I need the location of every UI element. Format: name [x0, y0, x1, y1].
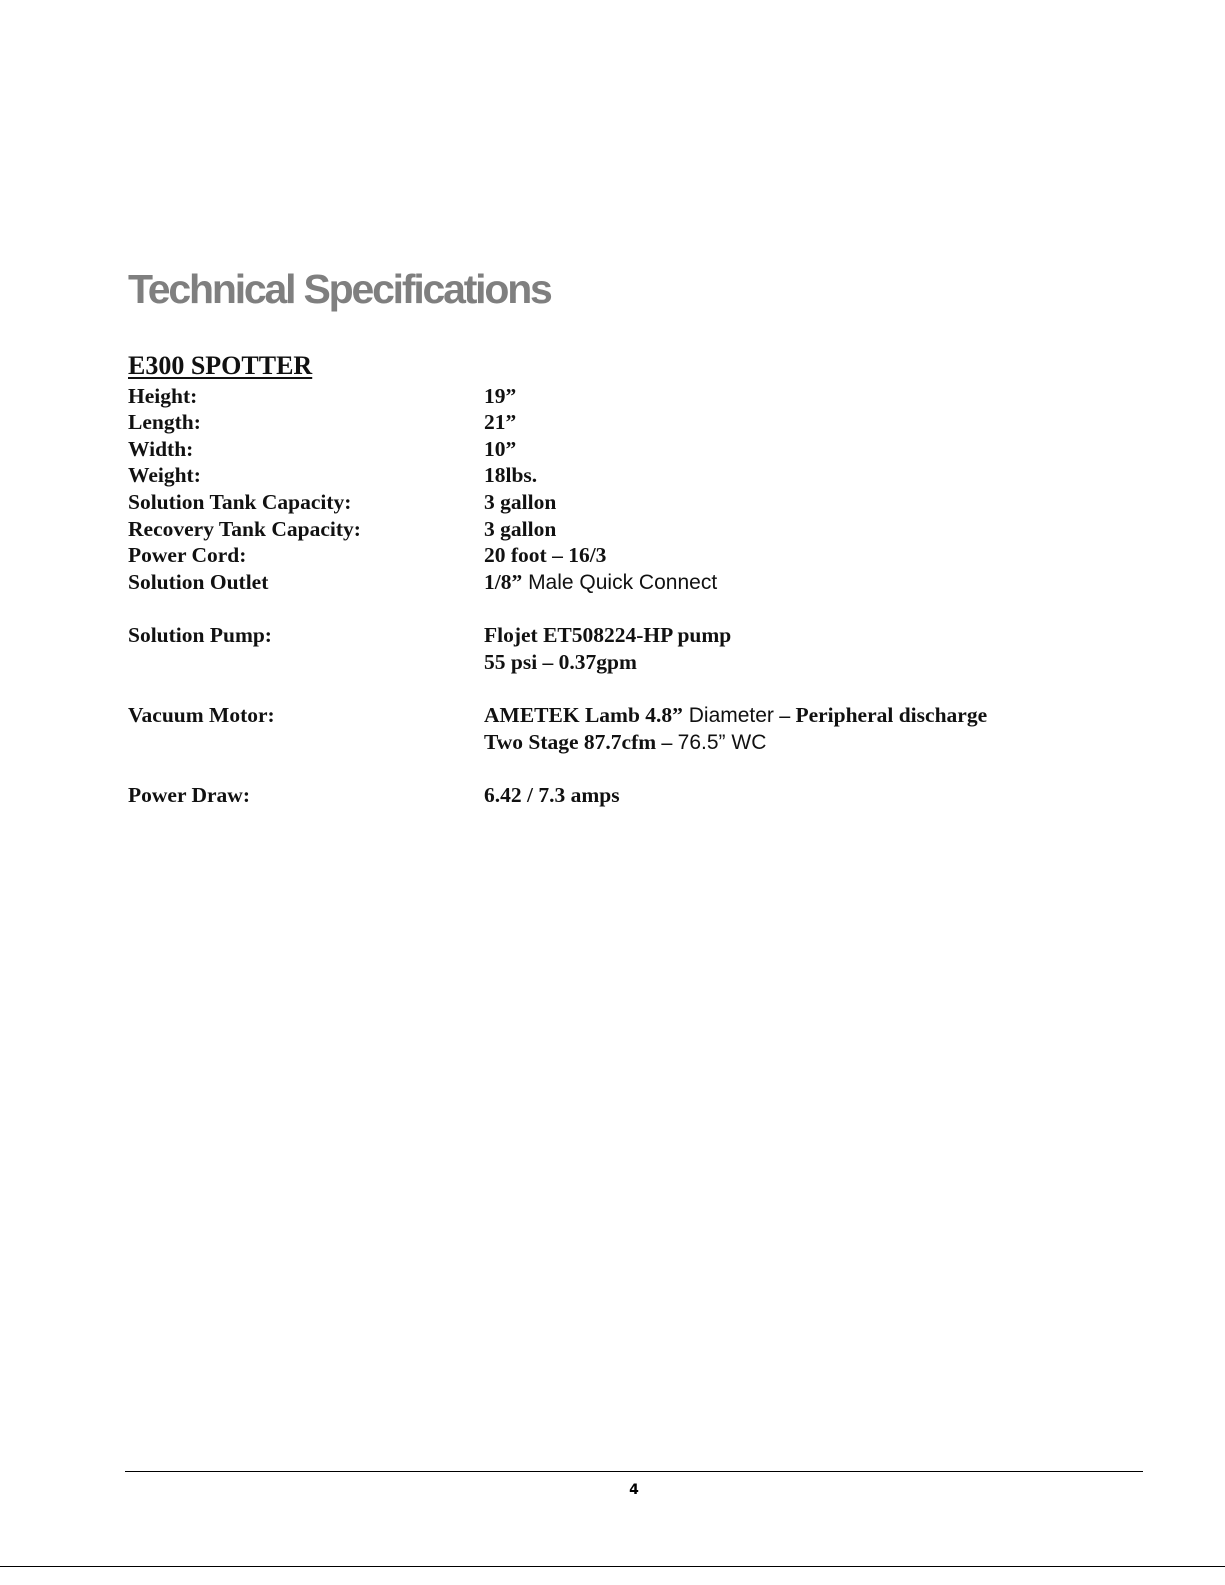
spec-value-part: AMETEK Lamb 4.8”	[484, 703, 683, 727]
spec-value: 3 gallon	[484, 490, 557, 514]
spec-label: Power Draw:	[128, 783, 250, 807]
spec-value: 21”	[484, 410, 517, 434]
spec-label: Weight:	[128, 463, 201, 487]
spec-label: Width:	[128, 437, 194, 461]
page-number: 4	[629, 1482, 639, 1498]
spec-value: 6.42 / 7.3 amps	[484, 783, 620, 807]
spec-value-part: Male Quick Connect	[522, 571, 718, 594]
spec-label: Solution Tank Capacity:	[128, 490, 352, 514]
spec-row-solution-outlet	[0, 570, 1225, 597]
spec-row-power-cord	[0, 543, 1225, 570]
spec-value-part: 76.5” WC	[677, 731, 767, 754]
spec-value	[484, 730, 766, 755]
spec-label: Recovery Tank Capacity:	[128, 517, 361, 541]
page-bottom-border	[0, 1566, 1225, 1567]
spec-value: 20 foot – 16/3	[484, 543, 607, 567]
footer-rule	[125, 1471, 1143, 1472]
spec-label: Height:	[128, 384, 198, 408]
spec-label: Vacuum Motor:	[128, 703, 275, 727]
spec-row-length	[0, 410, 1225, 437]
spec-label: Length:	[128, 410, 201, 434]
spec-value: 19”	[484, 384, 517, 408]
spec-value: 10”	[484, 437, 517, 461]
spec-value: 18lbs.	[484, 463, 538, 487]
spec-row-solution-pump	[0, 623, 1225, 650]
page-title: Technical Specifications	[128, 266, 551, 312]
spec-label: Solution Outlet	[128, 570, 269, 594]
spec-value-part: Two Stage 87.7cfm –	[484, 730, 678, 754]
spec-value	[484, 703, 987, 728]
spec-value: Flojet ET508224-HP pump	[484, 623, 732, 647]
spec-row-width	[0, 437, 1225, 464]
spec-row-solution-tank	[0, 490, 1225, 517]
spec-value-part: Diameter	[682, 704, 774, 727]
spec-value-part: – Peripheral discharge	[773, 703, 988, 727]
spec-row-vacuum-motor	[0, 703, 1225, 730]
spec-row-solution-pump-line2	[0, 650, 1225, 677]
spec-row-vacuum-motor-line2	[0, 730, 1225, 757]
spec-value	[484, 570, 717, 595]
spec-label: Power Cord:	[128, 543, 247, 567]
spec-row-power-draw	[0, 783, 1225, 810]
spec-value: 3 gallon	[484, 517, 557, 541]
spec-value-part: 1/8”	[484, 570, 523, 594]
spec-row-height	[0, 384, 1225, 411]
spec-row-recovery-tank	[0, 517, 1225, 544]
section-title: E300 SPOTTER	[128, 351, 313, 380]
spec-label: Solution Pump:	[128, 623, 272, 647]
spec-row-weight	[0, 463, 1225, 490]
spec-value: 55 psi – 0.37gpm	[484, 650, 637, 674]
